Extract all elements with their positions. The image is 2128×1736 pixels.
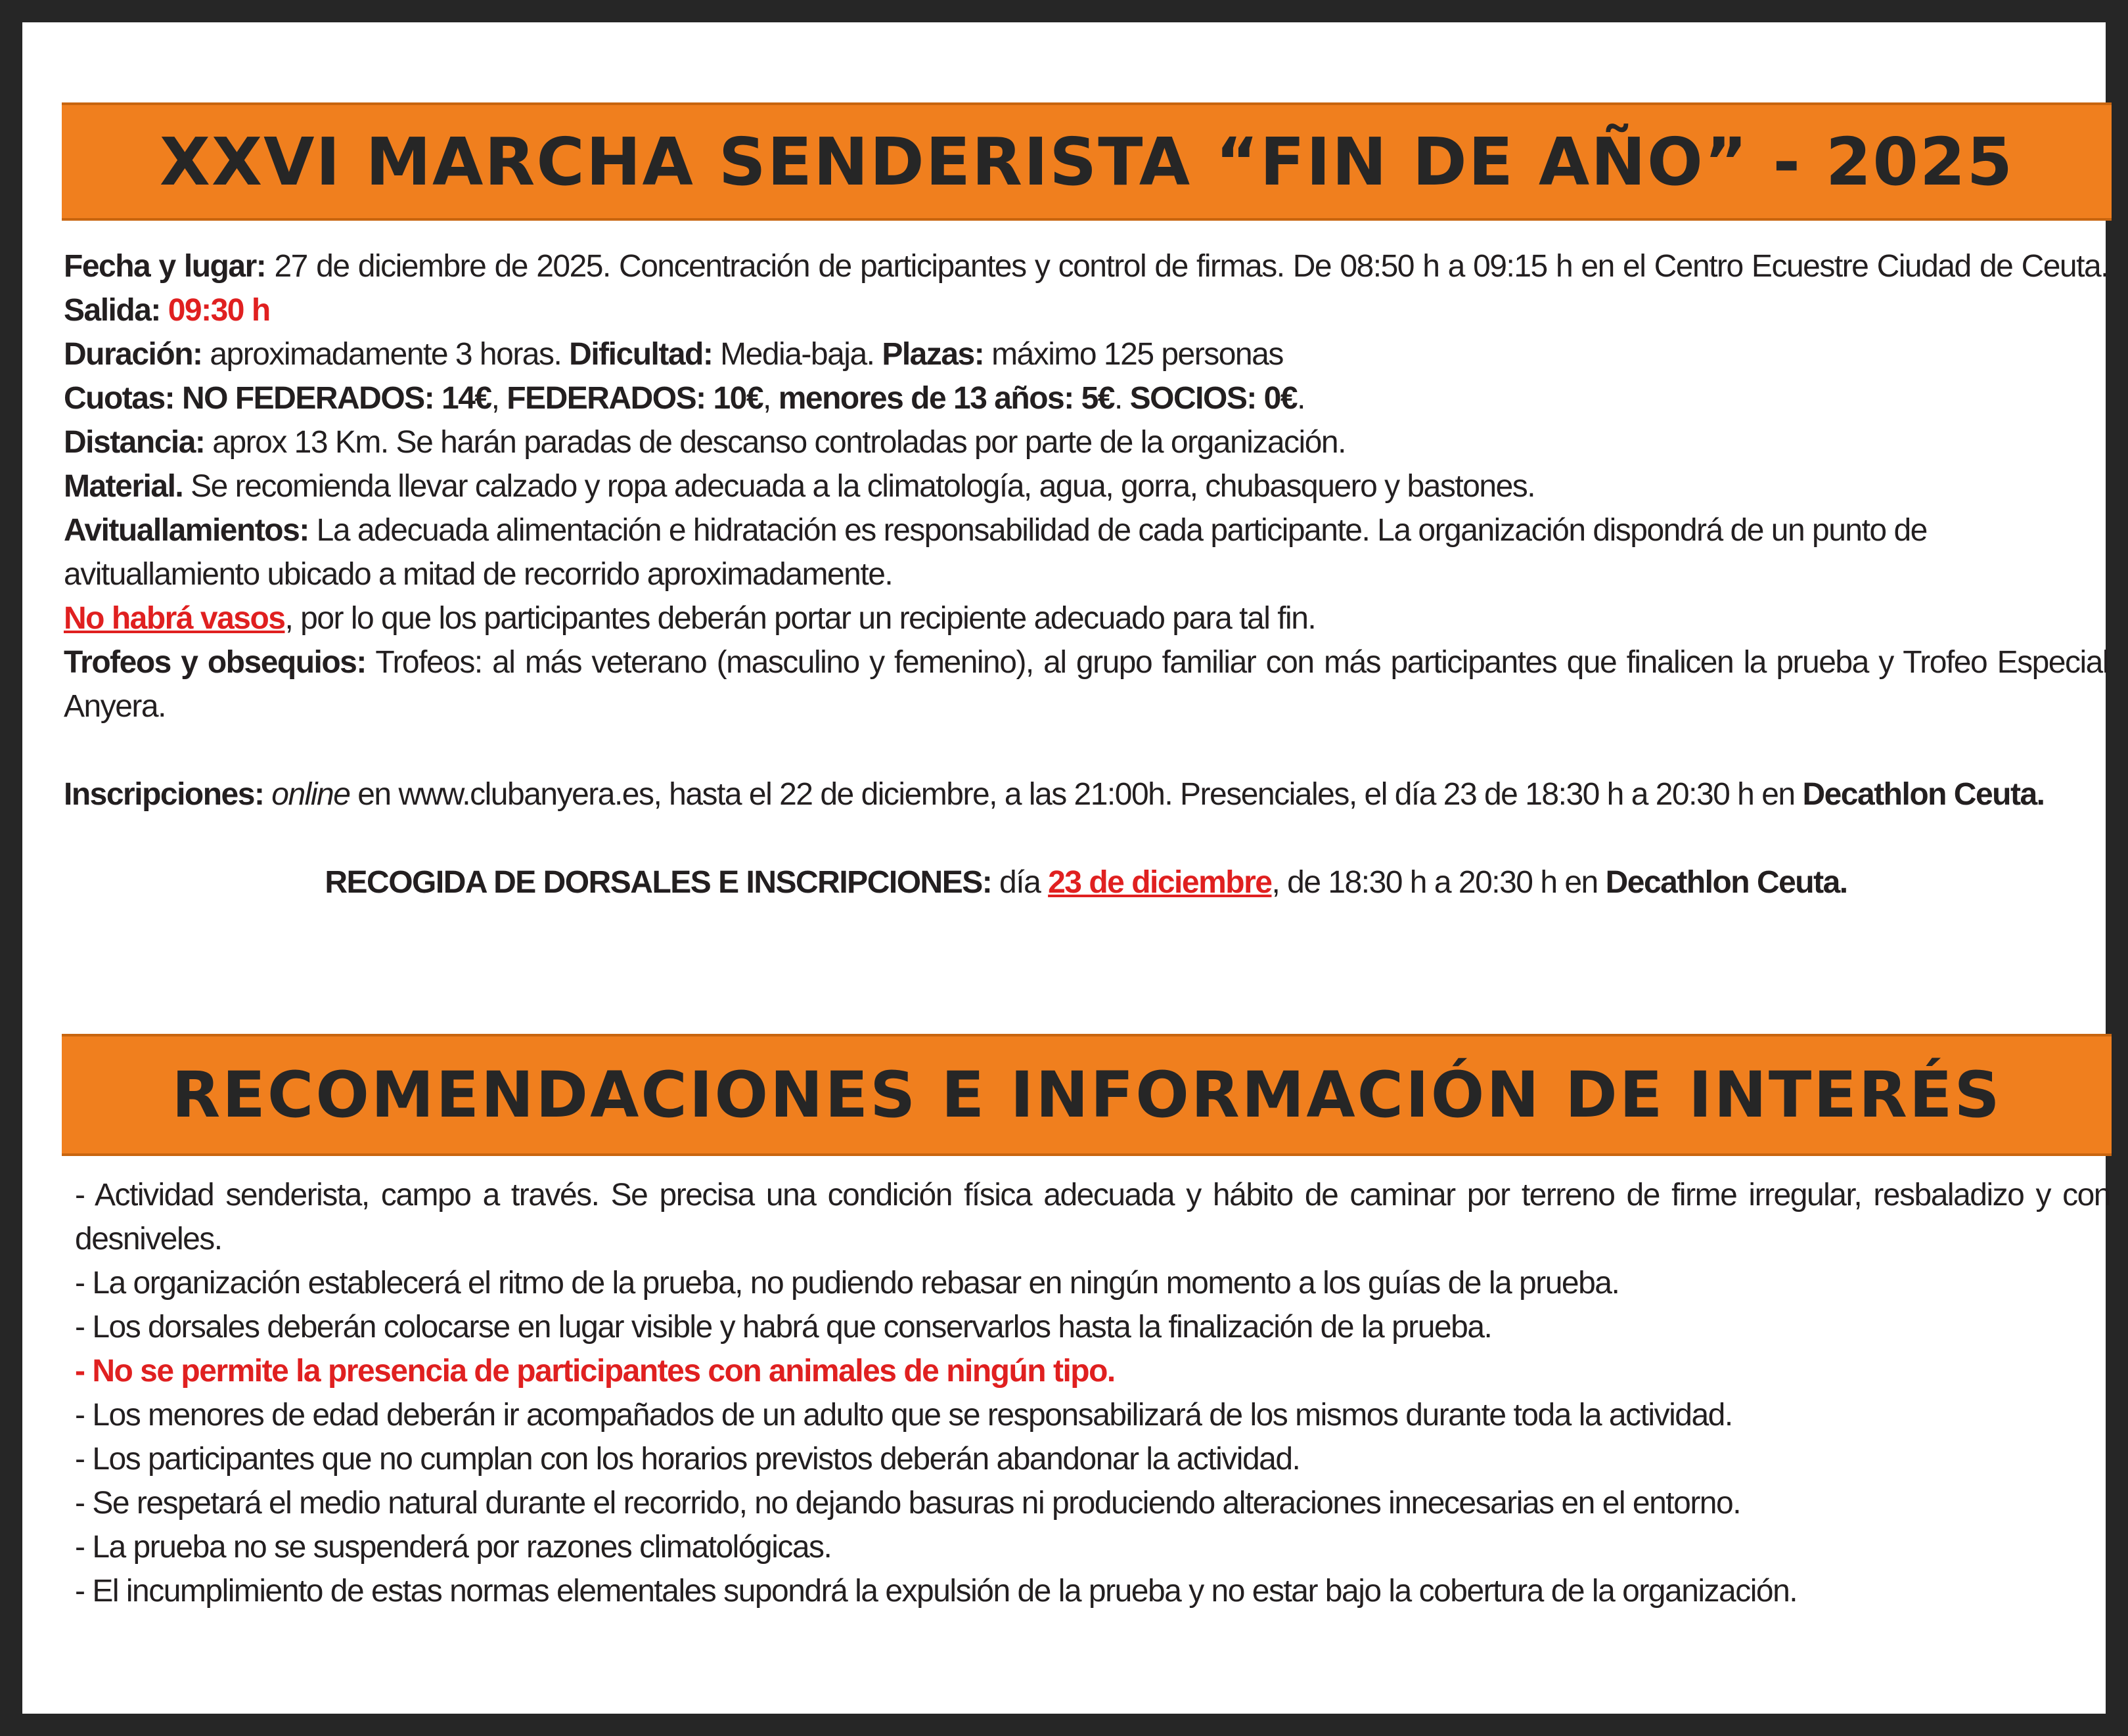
spacer	[64, 816, 2108, 860]
cuotas-sep: .	[1114, 381, 1130, 416]
info-recogida	[64, 860, 2108, 904]
trofeos-label: Trofeos y obsequios:	[64, 645, 366, 680]
recogida-text2: , de 18:30 h a 20:30 h en	[1271, 865, 1606, 900]
dificultad-text: Media-baja.	[712, 337, 882, 372]
cuotas-menores: menores de 13 años: 5€	[778, 381, 1114, 416]
cuotas-no-federados: Cuotas: NO FEDERADOS: 14€	[64, 381, 491, 416]
trofeos-text: Trofeos: al más veterano (masculino y femenino), al grupo familiar con más participantes que finalicen la prueba y Trofeo Especial Anyera.	[64, 645, 2109, 724]
distancia-text: aprox 13 Km. Se harán paradas de descanso controladas por parte de la organización.	[204, 425, 1346, 460]
recommendation-item: - La prueba no se suspenderá por razones climatológicas.	[75, 1530, 832, 1565]
recommendation-item: - Los dorsales deberán colocarse en lugar visible y habrá que conservarlos hasta la finalización de la prueba.	[75, 1310, 1492, 1345]
fecha-label: Fecha y lugar:	[64, 249, 266, 284]
plazas-label: Plazas:	[882, 337, 984, 372]
fecha-text: 27 de diciembre de 2025. Concentración de participantes y control de firmas. De 08:50 h a 09:15 h en el Centro Ecuestre Ciudad de Ceuta.	[265, 249, 2108, 284]
material-text: Se recomienda llevar calzado y ropa adecuada a la climatología, agua, gorra, chubasquero y bastones.	[183, 469, 1535, 504]
recommendation-item: - Los participantes que no cumplan con los horarios previstos deberán abandonar la actividad.	[75, 1442, 1300, 1477]
recommendation-item: - La organización establecerá el ritmo de la prueba, no pudiendo rebasar en ningún momento a los guías de la prueba.	[75, 1266, 1619, 1301]
recommendation-item: - Actividad senderista, campo a través. Se precisa una condición física adecuada y hábito de caminar por terreno de firme irregular, resbaladizo y con desniveles.	[75, 1178, 2110, 1257]
info-cuotas	[64, 376, 2108, 420]
recogida-label: RECOGIDA DE DORSALES E INSCRIPCIONES:	[325, 865, 992, 900]
info-vasos	[64, 596, 2108, 640]
spacer	[64, 728, 2108, 772]
duracion-text: aproximadamente 3 horas.	[202, 337, 570, 372]
salida-time: 09:30 h	[168, 293, 270, 328]
info-avituallamientos	[64, 508, 2108, 596]
info-trofeos	[64, 640, 2108, 728]
recogida-text1: día	[991, 865, 1049, 900]
avituallamientos-label: Avituallamientos:	[64, 513, 309, 548]
recommendation-item: - El incumplimiento de estas normas elementales supondrá la expulsión de la prueba y no estar bajo la cobertura de la organización.	[75, 1574, 1798, 1609]
vasos-text: , por lo que los participantes deberán portar un recipiente adecuado para tal fin.	[284, 601, 1316, 636]
recommendation-item-warning: - No se permite la presencia de participantes con animales de ningún tipo.	[75, 1354, 1115, 1389]
distancia-label: Distancia:	[64, 425, 205, 460]
recommendation-item: - Los menores de edad deberán ir acompañados de un adulto que se responsabilizará de los mismos durante toda la actividad.	[75, 1398, 1732, 1433]
info-duracion	[64, 332, 2108, 376]
cuotas-sep: ,	[763, 381, 779, 416]
cuotas-federados: FEDERADOS: 10€	[507, 381, 763, 416]
cuotas-socios: SOCIOS: 0€	[1129, 381, 1298, 416]
recommendations-list	[75, 1173, 2110, 1613]
info-inscripciones	[64, 772, 2108, 816]
cuotas-sep: ,	[491, 381, 507, 416]
event-title: XXVI MARCHA SENDERISTA “FIN DE AÑO” - 2025	[159, 123, 2014, 200]
dificultad-label: Dificultad:	[569, 337, 713, 372]
recommendations-title: RECOMENDACIONES E INFORMACIÓN DE INTERÉS	[171, 1058, 2002, 1132]
recogida-place: Decathlon Ceuta.	[1605, 865, 1847, 900]
inscripciones-text: en www.clubanyera.es, hasta el 22 de diciembre, a las 21:00h. Presenciales, el día 23 de 18:30 h a 20:30 h en	[350, 777, 1803, 812]
salida-label: Salida:	[64, 293, 160, 328]
recommendations-title-banner	[62, 1034, 2112, 1156]
recommendation-item: - Se respetará el medio natural durante el recorrido, no dejando basuras ni produciendo alteraciones innecesarias en el entorno.	[75, 1486, 1741, 1521]
event-info-section	[64, 244, 2108, 904]
inscripciones-label: Inscripciones:	[64, 777, 264, 812]
recogida-date: 23 de diciembre	[1048, 865, 1272, 900]
info-fecha	[64, 244, 2108, 332]
vasos-label: No habrá vasos	[64, 601, 285, 636]
inscripciones-online: online	[271, 777, 350, 812]
avituallamientos-text: La adecuada alimentación e hidratación es responsabilidad de cada participante. La organización dispondrá de un punto de avituallamiento ubicado a mitad de recorrido aproximadamente.	[64, 513, 1927, 592]
duracion-label: Duración:	[64, 337, 202, 372]
inscripciones-place: Decathlon Ceuta.	[1802, 777, 2045, 812]
info-distancia	[64, 420, 2108, 464]
material-label: Material.	[64, 469, 183, 504]
info-material	[64, 464, 2108, 508]
plazas-text: máximo 125 personas	[984, 337, 1283, 372]
cuotas-end: .	[1297, 381, 1305, 416]
event-title-banner	[62, 102, 2112, 221]
